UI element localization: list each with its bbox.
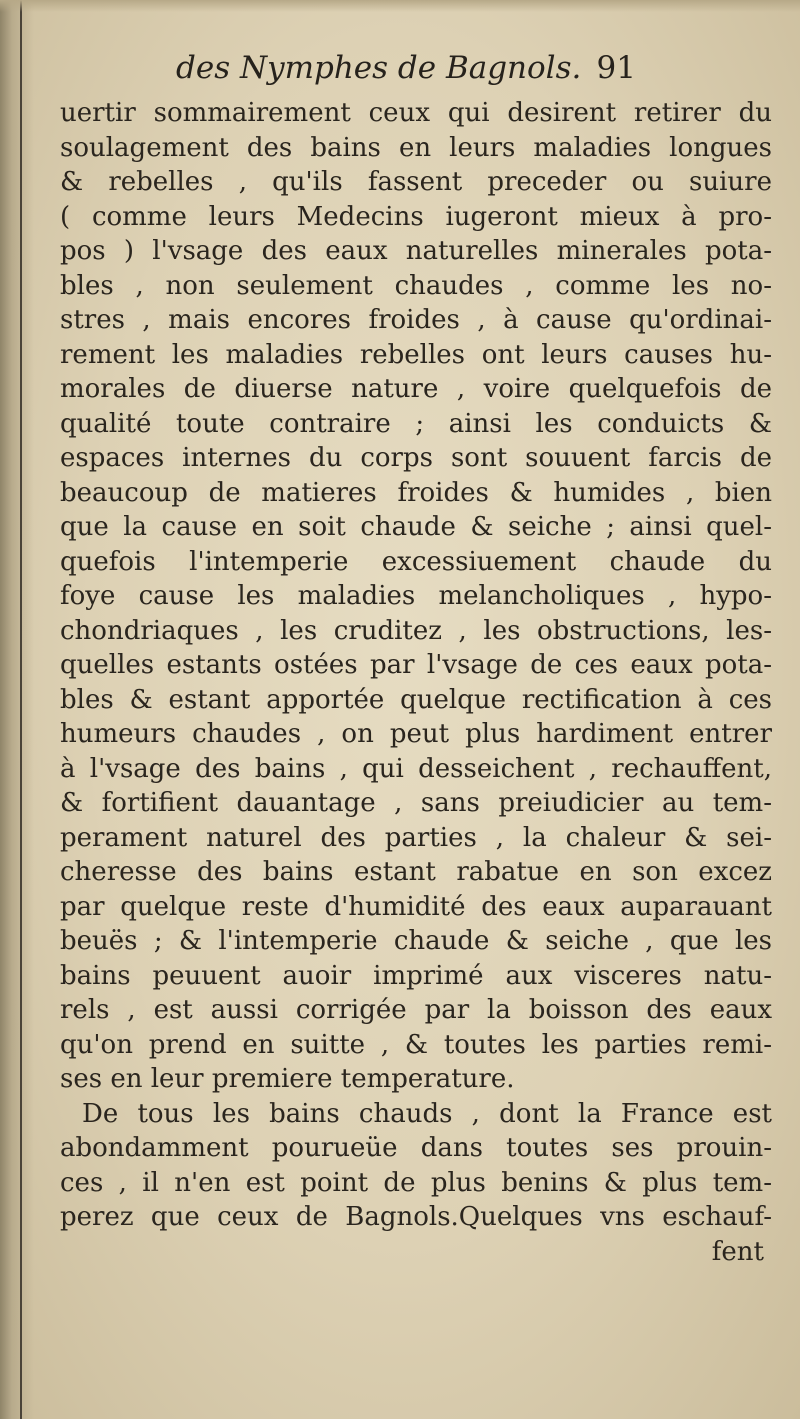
text-line: chondriaques , les cruditez , les obstructions, les-	[60, 615, 772, 646]
paragraph-end-line: ses en leur premiere temperature.	[60, 1064, 515, 1094]
paragraph-start-line: De tous les bains chauds , dont la France est	[82, 1098, 772, 1129]
text-line: bles & estant apportée quelque rectification à ces	[60, 684, 772, 715]
text-line: abondamment pourueüe dans toutes ses prouin-	[60, 1133, 772, 1163]
text-line: foye cause les maladies melancholiques , hypo-	[60, 581, 772, 611]
text-line: beuës ; & l'intemperie chaude & seiche , que les	[60, 926, 772, 956]
text-line: beaucoup de matieres froides & humides , bien	[60, 477, 772, 508]
gutter-line	[20, 0, 22, 1419]
text-line: stres , mais encores froides , à cause qu'ordinai-	[60, 305, 772, 335]
text-line: perament naturel des parties , la chaleur & sei-	[60, 822, 772, 853]
page-top-edge	[0, 0, 800, 12]
text-line: cheresse des bains estant rabatue en son excez	[60, 857, 772, 887]
text-line: uertir sommairement ceux qui desirent retirer du	[60, 98, 772, 128]
text-line: humeurs chaudes , on peut plus hardiment entrer	[60, 719, 772, 749]
running-head	[176, 48, 636, 94]
text-line: ces , il n'en est point de plus benins & plus tem-	[60, 1167, 772, 1198]
catchword: fent	[711, 1236, 764, 1267]
text-line: bles , non seulement chaudes , comme les no-	[60, 270, 772, 301]
text-line: que la cause en soit chaude & seiche ; ainsi quel-	[60, 512, 772, 542]
page-number: 91	[596, 50, 636, 86]
text-line: rement les maladies rebelles ont leurs causes hu-	[60, 339, 772, 370]
text-line: perez que ceux de Bagnols.Quelques vns eschauf-	[60, 1202, 772, 1232]
text-line: & rebelles , qu'ils fassent preceder ou suiure	[60, 167, 772, 197]
text-line: qu'on prend en suitte , & toutes les parties remi-	[60, 1029, 772, 1060]
text-line: ( comme leurs Medecins iugeront mieux à pro-	[60, 201, 772, 232]
text-line: soulagement des bains en leurs maladies longues	[60, 132, 772, 163]
text-line: qualité toute contraire ; ainsi les conduicts &	[60, 408, 772, 439]
text-line: bains peuuent auoir imprimé aux visceres natu-	[60, 960, 772, 991]
text-line: pos ) l'vsage des eaux naturelles minerales pota-	[60, 236, 772, 266]
text-line: rels , est aussi corrigée par la boisson des eaux	[60, 995, 772, 1025]
text-line: quefois l'intemperie excessiuement chaude du	[60, 546, 772, 577]
text-line: espaces internes du corps sont souuent farcis de	[60, 443, 772, 473]
running-head-title: des Nymphes de Bagnols.	[176, 50, 582, 86]
text-line: quelles estants ostées par l'vsage de ces eaux pota-	[60, 650, 772, 680]
text-line: & fortifient dauantage , sans preiudicier au tem-	[60, 788, 772, 818]
gutter-shadow	[0, 0, 34, 1419]
body-text	[60, 96, 772, 1269]
text-line: morales de diuerse nature , voire quelquefois de	[60, 374, 772, 404]
text-line: à l'vsage des bains , qui desseichent , rechauffent,	[60, 753, 772, 784]
text-line: par quelque reste d'humidité des eaux auparauant	[60, 891, 772, 922]
